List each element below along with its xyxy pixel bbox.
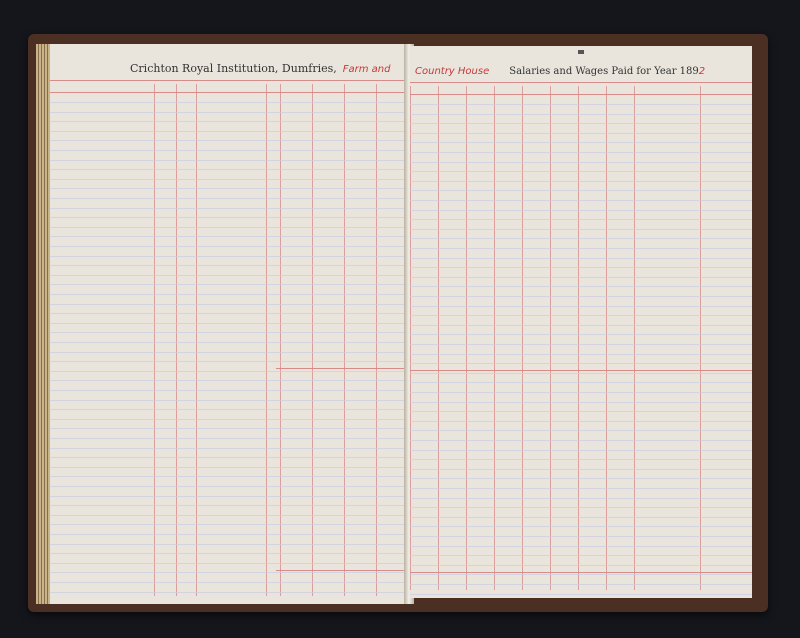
row-rule	[410, 536, 752, 537]
row-rule	[410, 229, 752, 230]
row-rule	[50, 102, 408, 103]
row-rule	[410, 114, 752, 115]
row-rule	[410, 286, 752, 287]
row-rule	[50, 304, 408, 305]
row-rule	[410, 526, 752, 527]
row-rule	[50, 236, 408, 237]
row-rule	[50, 188, 408, 189]
column-rule	[266, 84, 267, 596]
page-edges	[36, 44, 50, 604]
row-rule	[50, 332, 408, 333]
row-rule	[410, 546, 752, 547]
right-page-title: Country House Salaries and Wages Paid for Year 1892	[415, 66, 706, 77]
row-rule	[410, 296, 752, 297]
row-rule	[50, 323, 408, 324]
header-rule	[410, 82, 752, 83]
row-rule	[410, 162, 752, 163]
row-rule	[410, 258, 752, 259]
row-rule	[410, 478, 752, 479]
row-rule	[410, 392, 752, 393]
row-rule	[50, 419, 408, 420]
row-rule	[410, 440, 752, 441]
total-rule	[410, 370, 752, 371]
row-rule	[50, 284, 408, 285]
row-rule	[50, 275, 408, 276]
row-rule	[50, 265, 408, 266]
row-rule	[410, 555, 752, 556]
row-rule	[410, 123, 752, 124]
total-rule	[276, 368, 408, 369]
row-rule	[410, 248, 752, 249]
row-rule	[410, 219, 752, 220]
row-rule	[50, 112, 408, 113]
row-rule	[410, 488, 752, 489]
row-rule	[50, 380, 408, 381]
row-rule	[410, 200, 752, 201]
row-rule	[410, 152, 752, 153]
row-rule	[50, 179, 408, 180]
row-rule	[410, 334, 752, 335]
row-rule	[50, 592, 408, 593]
row-rule	[50, 313, 408, 314]
row-rule	[50, 169, 408, 170]
row-rule	[410, 277, 752, 278]
row-rule	[50, 438, 408, 439]
column-rule	[280, 84, 281, 596]
row-rule	[50, 208, 408, 209]
right-page	[410, 46, 752, 598]
row-rule	[50, 496, 408, 497]
column-rule	[196, 84, 197, 596]
row-rule	[410, 584, 752, 585]
row-rule	[410, 574, 752, 575]
row-rule	[410, 181, 752, 182]
row-rule	[410, 238, 752, 239]
column-rule	[312, 84, 313, 596]
header-rule	[50, 92, 408, 93]
row-rule	[50, 467, 408, 468]
column-rule	[344, 84, 345, 596]
row-rule	[50, 534, 408, 535]
row-rule	[410, 133, 752, 134]
row-rule	[50, 371, 408, 372]
row-rule	[410, 104, 752, 105]
row-rule	[50, 294, 408, 295]
row-rule	[50, 544, 408, 545]
row-rule	[410, 430, 752, 431]
row-rule	[410, 315, 752, 316]
row-rule	[410, 469, 752, 470]
row-rule	[50, 256, 408, 257]
row-rule	[410, 594, 752, 595]
row-rule	[410, 344, 752, 345]
row-rule	[50, 486, 408, 487]
total-rule	[276, 570, 408, 571]
row-rule	[410, 507, 752, 508]
row-rule	[410, 142, 752, 143]
header-rule	[50, 80, 408, 81]
row-rule	[410, 498, 752, 499]
row-rule	[50, 476, 408, 477]
row-rule	[50, 390, 408, 391]
row-rule	[410, 450, 752, 451]
row-rule	[50, 246, 408, 247]
left-page	[50, 44, 408, 604]
row-rule	[50, 217, 408, 218]
column-rule	[376, 84, 377, 596]
row-rule	[50, 505, 408, 506]
row-rule	[50, 553, 408, 554]
row-rule	[50, 428, 408, 429]
column-rule	[154, 84, 155, 596]
row-rule	[50, 150, 408, 151]
row-rule	[410, 382, 752, 383]
row-rule	[50, 121, 408, 122]
row-rule	[410, 459, 752, 460]
row-rule	[50, 227, 408, 228]
row-rule	[410, 517, 752, 518]
row-rule	[410, 267, 752, 268]
column-rule	[176, 84, 177, 596]
row-rule	[410, 373, 752, 374]
row-rule	[50, 524, 408, 525]
left-page-title: Crichton Royal Institution, Dumfries, Farm and	[130, 62, 391, 75]
clip-mark	[578, 50, 584, 54]
row-rule	[50, 352, 408, 353]
row-rule	[410, 354, 752, 355]
header-rule	[410, 94, 752, 95]
row-rule	[50, 160, 408, 161]
row-rule	[410, 421, 752, 422]
row-rule	[410, 210, 752, 211]
total-rule	[410, 572, 752, 573]
row-rule	[50, 409, 408, 410]
row-rule	[50, 198, 408, 199]
row-rule	[410, 411, 752, 412]
row-rule	[50, 515, 408, 516]
row-rule	[50, 457, 408, 458]
row-rule	[50, 582, 408, 583]
row-rule	[410, 190, 752, 191]
row-rule	[50, 361, 408, 362]
row-rule	[410, 306, 752, 307]
row-rule	[50, 572, 408, 573]
row-rule	[50, 563, 408, 564]
row-rule	[410, 363, 752, 364]
row-rule	[50, 140, 408, 141]
row-rule	[50, 342, 408, 343]
row-rule	[50, 131, 408, 132]
row-rule	[410, 171, 752, 172]
row-rule	[50, 448, 408, 449]
row-rule	[410, 565, 752, 566]
row-rule	[410, 402, 752, 403]
row-rule	[50, 400, 408, 401]
row-rule	[410, 325, 752, 326]
